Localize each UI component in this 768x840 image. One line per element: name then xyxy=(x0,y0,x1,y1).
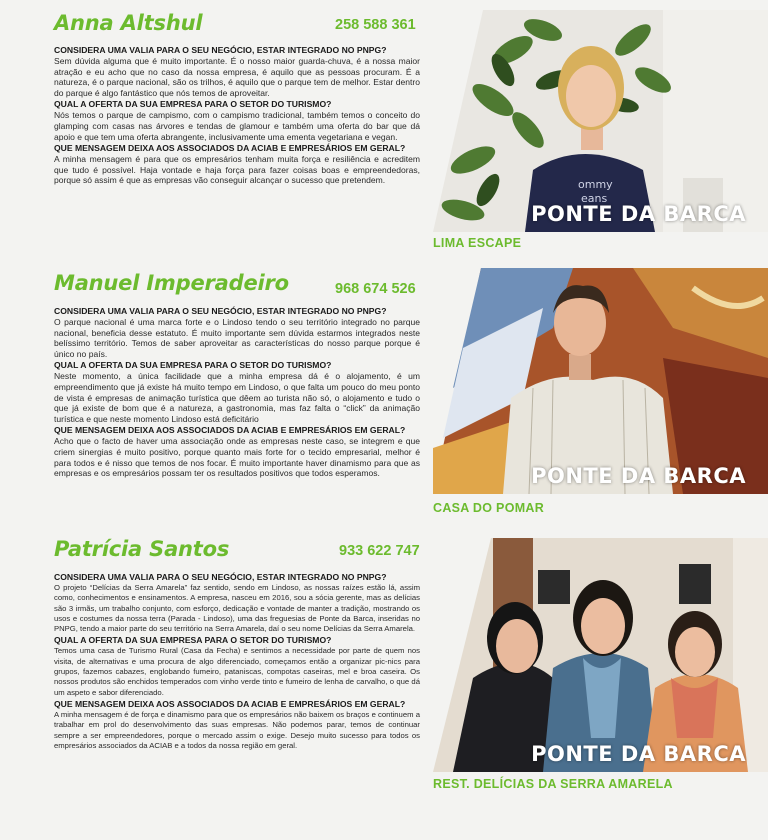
question: QUAL A OFERTA DA SUA EMPRESA PARA O SETOR DO TURISMO? xyxy=(54,99,332,110)
answer: O parque nacional é uma marca forte e o Lindoso tendo o seu território integrado no parque nacional, beneficia desse estatuto. É muito importante sem dúvida estarmos integrados neste belíssimo território. Temos de saber aproveitar as características do nosso parque porque é único no país. xyxy=(54,317,420,359)
interview-text xyxy=(54,306,420,480)
interview-text xyxy=(54,572,420,752)
photo-illustration xyxy=(433,538,768,772)
question: QUE MENSAGEM DEIXA AOS ASSOCIADOS DA ACIAB E EMPRESÁRIOS EM GERAL? xyxy=(54,143,406,154)
profile-phone: 258 588 361 xyxy=(335,17,416,33)
profile-phone: 933 622 747 xyxy=(339,543,420,559)
profile-name: Patrícia Santos xyxy=(54,537,230,561)
answer: O projeto “Delícias da Serra Amarela” faz sentido, sendo em Lindoso, as nossas raízes estão lá, assim como, conhecimentos e ensinamentos. A empresa, nasceu em 2016, sou a sócia gerente, mas as delícias são 3 irmãs, um trabalho conjunto, com esforço, dedicação e vontade de manter a tradição, mostrando os usos e costumes da nossa terra (Parada - Lindoso), uma das freguesias de Ponte da Barca, inseridas no PNPG, tendo a maior parte do seu território na Serra Amarela, daí o seu nome Delícias da Serra Amarela. xyxy=(54,583,420,634)
profile-phone: 968 674 526 xyxy=(335,281,416,297)
question: CONSIDERA UMA VALIA PARA O SEU NEGÓCIO, ESTAR INTEGRADO NO PNPG? xyxy=(54,572,387,582)
profile-photo xyxy=(433,538,768,772)
question: QUAL A OFERTA DA SUA EMPRESA PARA O SETOR DO TURISMO? xyxy=(54,635,332,646)
answer: A minha mensagem é de força e dinamismo para que os empresários não baixem os braços e continuem a trabalhar em prol do desenvolvimento das suas empresas. Não podemos parar, temos de continuar sempre a ser empreendedores, porque o mercado assim o exige. Desejo muito sucesso para todos os empresários associados da ACIAB e a todos da nossa região em geral. xyxy=(54,709,420,750)
question: QUAL A OFERTA DA SUA EMPRESA PARA O SETOR DO TURISMO? xyxy=(54,360,332,371)
answer: Temos uma casa de Turismo Rural (Casa da Fecha) e sentimos a necessidade por parte de quem nos visita, de alternativas e uma procura de algo diferenciado, começamos então a organizar pic-nics para grupos, fazemos cabazes, englobando fumeiro, pataniscas, compotas caseiras, mel e broa caseira. Os nossos produtos são enchidos temperados com vinho verde tinto e fumeiro de lenha de carvalho, o que dá um aspeto e sabor diferenciado. xyxy=(54,646,420,697)
profile-photo xyxy=(433,10,768,232)
answer: Acho que o facto de haver uma associação onde as empresas neste caso, se integrem e que criem sinergias é muito positivo, porque quanto mais forte for o tecido empresarial, melhor é para todos e é nisso que temos de nos focar. É muito importante haver dinamismo para que as empresas e os empresários possam ter os resultados positivos que todos esperamos. xyxy=(54,436,420,479)
company-name: REST. DELÍCIAS DA SERRA AMARELA xyxy=(433,777,673,791)
photo-location-caption: PONTE DA BARCA xyxy=(531,464,746,488)
question: CONSIDERA UMA VALIA PARA O SEU NEGÓCIO, ESTAR INTEGRADO NO PNPG? xyxy=(54,45,387,55)
interview-text xyxy=(54,45,420,187)
company-name: CASA DO POMAR xyxy=(433,501,545,515)
company-name: LIMA ESCAPE xyxy=(433,236,522,250)
svg-text:ommy: ommy xyxy=(578,178,613,191)
photo-illustration xyxy=(433,10,768,232)
answer: Sem dúvida alguma que é muito importante. É o nosso maior guarda-chuva, é a nossa maior atração e eu acho que no caso da nossa empresa, é aquilo que as pessoas procuram. É a natureza, é o parque nacional, são os trilhos, é aquilo que o parque tem de melhor. Estar dentro do parque é algo fantástico que nós temos de aproveitar. xyxy=(54,56,420,98)
photo-illustration xyxy=(433,268,768,494)
answer: Nós temos o parque de campismo, com o campismo tradicional, também temos o conceito do glamping com casas nas árvores e tendas de glamour e também uma oferta do bar que dá apoio e que tem uma oferta abrangente, inclusivamente uma ementa vegetariana e vegan. xyxy=(54,110,420,142)
answer: Neste momento, a única facilidade que a minha empresa dá é o alojamento, é um empreendimento que já existe há muito tempo em Lindoso, o que falta um pouco do meu ponto de vista é empresas de animação turística que dêem ao turista não só, o alojamento e tudo o que já existe de bom que é a natureza, a gastronomia, mas faz falta o “click” da animação turística e que neste momento Lindoso está deficitário xyxy=(54,371,420,424)
question: QUE MENSAGEM DEIXA AOS ASSOCIADOS DA ACIAB E EMPRESÁRIOS EM GERAL? xyxy=(54,425,406,436)
question: QUE MENSAGEM DEIXA AOS ASSOCIADOS DA ACIAB E EMPRESÁRIOS EM GERAL? xyxy=(54,698,406,709)
profile-name: Manuel Imperadeiro xyxy=(54,271,289,295)
photo-location-caption: PONTE DA BARCA xyxy=(531,202,746,226)
photo-location-caption: PONTE DA BARCA xyxy=(531,742,746,766)
profile-name: Anna Altshul xyxy=(54,11,203,35)
profile-photo xyxy=(433,268,768,494)
svg-text:eans: eans xyxy=(581,192,608,205)
answer: A minha mensagem é para que os empresários tenham muita força e resiliência e acreditem que tudo é possível. Haja vontade e haja força para fazer coisas boas e empreendedoras, porque só assim é que as empresas vão conseguir alcançar o sucesso que pretendem. xyxy=(54,154,420,186)
question: CONSIDERA UMA VALIA PARA O SEU NEGÓCIO, ESTAR INTEGRADO NO PNPG? xyxy=(54,306,387,316)
